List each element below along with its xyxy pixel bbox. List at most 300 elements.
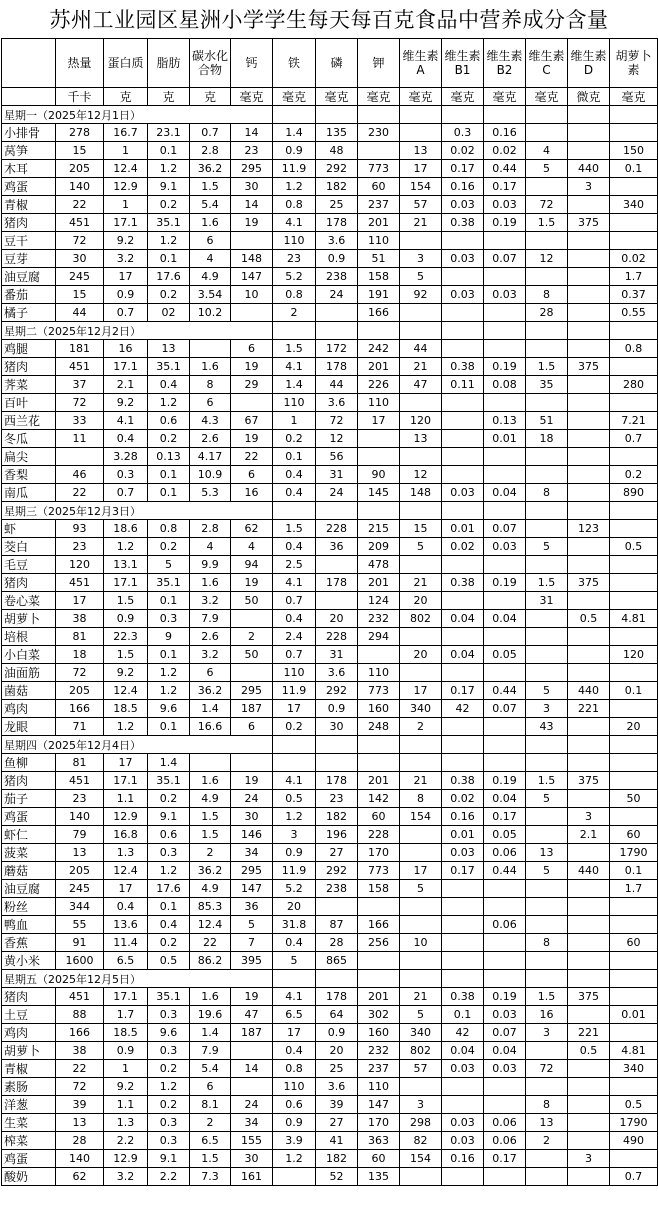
potassium-cell: 60	[358, 808, 400, 826]
calories-cell: 22	[56, 196, 104, 214]
vitamin-c-cell: 1.5	[526, 988, 568, 1006]
carbs-cell: 5.4	[190, 196, 231, 214]
protein-cell: 1.1	[104, 790, 148, 808]
protein-cell: 3.28	[104, 448, 148, 466]
vitamin-b2-cell: 0.13	[484, 412, 526, 430]
vitamin-a-cell: 340	[400, 1024, 442, 1042]
protein-cell: 1	[104, 142, 148, 160]
table-row	[2, 664, 658, 682]
vitamin-d-cell	[568, 250, 610, 268]
iron-cell: 0.9	[273, 844, 316, 862]
calories-cell: 33	[56, 412, 104, 430]
empty-cell	[273, 322, 316, 340]
carotene-cell: 0.5	[610, 538, 658, 556]
potassium-cell: 170	[358, 1114, 400, 1132]
iron-cell: 4.1	[273, 214, 316, 232]
fat-cell: 0.2	[148, 196, 190, 214]
food-name-cell: 鸡蛋	[2, 178, 56, 196]
vitamin-b1-cell: 0.04	[442, 1042, 484, 1060]
carbs-cell: 16.6	[190, 718, 231, 736]
empty-cell	[358, 502, 400, 520]
calcium-cell: 19	[231, 430, 273, 448]
fat-cell: 0.1	[148, 898, 190, 916]
day-header-row	[2, 736, 658, 754]
potassium-cell: 773	[358, 862, 400, 880]
phosphorus-cell: 228	[316, 628, 358, 646]
vitamin-b2-cell: 0.03	[484, 1060, 526, 1078]
vitamin-b2-cell	[484, 466, 526, 484]
vitamin-b2-cell: 0.05	[484, 826, 526, 844]
vitamin-b2-cell	[484, 880, 526, 898]
fat-cell: 1.2	[148, 394, 190, 412]
nutrition-table	[1, 38, 658, 1186]
iron-cell: 110	[273, 664, 316, 682]
potassium-cell: 201	[358, 772, 400, 790]
vitamin-b1-cell: 0.03	[442, 1060, 484, 1078]
vitamin-b1-cell	[442, 718, 484, 736]
empty-cell	[610, 106, 658, 124]
vitamin-a-cell: 5	[400, 880, 442, 898]
iron-cell: 11.9	[273, 160, 316, 178]
iron-cell: 4.1	[273, 574, 316, 592]
empty-cell	[358, 106, 400, 124]
vitamin-a-cell: 20	[400, 646, 442, 664]
fat-cell: 0.6	[148, 826, 190, 844]
potassium-cell: 232	[358, 610, 400, 628]
calories-cell: 205	[56, 682, 104, 700]
food-name-cell: 胡萝卜	[2, 1042, 56, 1060]
phosphorus-cell: 292	[316, 160, 358, 178]
carotene-cell	[610, 214, 658, 232]
protein-cell: 12.4	[104, 862, 148, 880]
table-row	[2, 160, 658, 178]
potassium-cell	[358, 952, 400, 970]
vitamin-d-cell	[568, 646, 610, 664]
protein-cell: 0.4	[104, 898, 148, 916]
unit-calcium: 毫克	[231, 88, 273, 106]
vitamin-a-cell: 44	[400, 340, 442, 358]
empty-cell	[568, 106, 610, 124]
empty-cell	[358, 322, 400, 340]
phosphorus-cell: 178	[316, 988, 358, 1006]
vitamin-c-cell	[526, 898, 568, 916]
calcium-cell	[231, 610, 273, 628]
empty-cell	[610, 970, 658, 988]
carbs-cell: 4	[190, 250, 231, 268]
table-row	[2, 718, 658, 736]
calories-cell: 37	[56, 376, 104, 394]
phosphorus-cell	[316, 898, 358, 916]
empty-cell	[568, 502, 610, 520]
vitamin-a-cell	[400, 628, 442, 646]
iron-cell: 0.9	[273, 142, 316, 160]
food-name-cell: 荠菜	[2, 376, 56, 394]
fat-cell: 1.2	[148, 862, 190, 880]
carbs-cell: 3.2	[190, 592, 231, 610]
phosphorus-cell	[316, 304, 358, 322]
phosphorus-cell: 0.9	[316, 1024, 358, 1042]
iron-cell: 2.4	[273, 628, 316, 646]
vitamin-b1-cell: 42	[442, 1024, 484, 1042]
header-protein: 蛋白质	[104, 39, 148, 88]
vitamin-b1-cell: 0.03	[442, 1132, 484, 1150]
fat-cell: 9	[148, 628, 190, 646]
calcium-cell: 24	[231, 1096, 273, 1114]
calories-cell: 23	[56, 538, 104, 556]
table-row	[2, 376, 658, 394]
protein-cell: 12.4	[104, 160, 148, 178]
carotene-cell	[610, 520, 658, 538]
protein-cell: 1.3	[104, 1114, 148, 1132]
fat-cell: 0.2	[148, 1096, 190, 1114]
vitamin-c-cell: 1.5	[526, 214, 568, 232]
calories-cell: 72	[56, 232, 104, 250]
fat-cell: 1.2	[148, 232, 190, 250]
potassium-cell: 145	[358, 484, 400, 502]
phosphorus-cell: 172	[316, 340, 358, 358]
vitamin-a-cell	[400, 898, 442, 916]
vitamin-b2-cell: 0.19	[484, 574, 526, 592]
protein-cell: 9.2	[104, 394, 148, 412]
header-vitamin-c: 维生素C	[526, 39, 568, 88]
vitamin-b2-cell: 0.03	[484, 538, 526, 556]
carbs-cell: 1.4	[190, 700, 231, 718]
carbs-cell: 2.8	[190, 142, 231, 160]
calcium-cell: 161	[231, 1168, 273, 1186]
carotene-cell: 150	[610, 142, 658, 160]
calories-cell: 205	[56, 862, 104, 880]
unit-protein: 克	[104, 88, 148, 106]
table-row	[2, 592, 658, 610]
carotene-cell: 4.81	[610, 610, 658, 628]
calories-cell: 17	[56, 592, 104, 610]
fat-cell: 5	[148, 556, 190, 574]
fat-cell: 0.6	[148, 412, 190, 430]
fat-cell: 9.1	[148, 178, 190, 196]
iron-cell: 2	[273, 304, 316, 322]
vitamin-b1-cell	[442, 466, 484, 484]
table-row	[2, 988, 658, 1006]
empty-cell	[358, 736, 400, 754]
phosphorus-cell	[316, 592, 358, 610]
carbs-cell: 2	[190, 844, 231, 862]
carbs-cell: 2.6	[190, 628, 231, 646]
vitamin-b2-cell	[484, 718, 526, 736]
carotene-cell	[610, 754, 658, 772]
vitamin-a-cell: 5	[400, 268, 442, 286]
vitamin-b2-cell: 0.04	[484, 484, 526, 502]
table-row	[2, 394, 658, 412]
unit-vitamin-d: 微克	[568, 88, 610, 106]
vitamin-b2-cell: 0.19	[484, 214, 526, 232]
carotene-cell	[610, 232, 658, 250]
vitamin-a-cell: 148	[400, 484, 442, 502]
table-row	[2, 520, 658, 538]
phosphorus-cell: 56	[316, 448, 358, 466]
calcium-cell: 30	[231, 1150, 273, 1168]
food-name-cell: 茄子	[2, 790, 56, 808]
vitamin-c-cell: 5	[526, 538, 568, 556]
table-row	[2, 1150, 658, 1168]
vitamin-c-cell: 43	[526, 718, 568, 736]
vitamin-c-cell: 1.5	[526, 772, 568, 790]
protein-cell: 12.9	[104, 808, 148, 826]
vitamin-a-cell: 154	[400, 178, 442, 196]
vitamin-d-cell: 221	[568, 1024, 610, 1042]
vitamin-b2-cell: 0.03	[484, 286, 526, 304]
calories-cell: 15	[56, 142, 104, 160]
unit-potassium: 毫克	[358, 88, 400, 106]
fat-cell: 35.1	[148, 574, 190, 592]
protein-cell: 9.2	[104, 232, 148, 250]
vitamin-c-cell	[526, 916, 568, 934]
protein-cell: 3.2	[104, 250, 148, 268]
vitamin-b1-cell: 0.3	[442, 124, 484, 142]
carotene-cell: 60	[610, 934, 658, 952]
vitamin-d-cell	[568, 898, 610, 916]
vitamin-a-cell: 17	[400, 160, 442, 178]
vitamin-b1-cell	[442, 340, 484, 358]
food-name-cell: 茭白	[2, 538, 56, 556]
calories-cell	[56, 448, 104, 466]
protein-cell: 18.5	[104, 700, 148, 718]
fat-cell: 1.2	[148, 160, 190, 178]
food-name-cell: 卷心菜	[2, 592, 56, 610]
vitamin-c-cell: 1.5	[526, 574, 568, 592]
vitamin-d-cell	[568, 430, 610, 448]
iron-cell: 0.5	[273, 790, 316, 808]
empty-cell	[526, 502, 568, 520]
calories-cell: 81	[56, 754, 104, 772]
calories-cell: 22	[56, 484, 104, 502]
potassium-cell: 51	[358, 250, 400, 268]
calcium-cell: 67	[231, 412, 273, 430]
calcium-cell: 34	[231, 844, 273, 862]
phosphorus-cell: 31	[316, 646, 358, 664]
vitamin-c-cell: 8	[526, 286, 568, 304]
calcium-cell: 6	[231, 340, 273, 358]
protein-cell: 2.2	[104, 1132, 148, 1150]
calcium-cell: 147	[231, 268, 273, 286]
vitamin-d-cell: 375	[568, 988, 610, 1006]
calories-cell: 140	[56, 1150, 104, 1168]
iron-cell: 110	[273, 232, 316, 250]
vitamin-d-cell	[568, 718, 610, 736]
vitamin-b1-cell: 0.01	[442, 520, 484, 538]
carotene-cell	[610, 988, 658, 1006]
header-calories: 热量	[56, 39, 104, 88]
iron-cell: 17	[273, 1024, 316, 1042]
vitamin-a-cell: 17	[400, 682, 442, 700]
vitamin-c-cell	[526, 232, 568, 250]
calories-cell: 344	[56, 898, 104, 916]
vitamin-b2-cell: 0.44	[484, 862, 526, 880]
carbs-cell: 1.6	[190, 988, 231, 1006]
vitamin-d-cell	[568, 196, 610, 214]
carbs-cell: 4.17	[190, 448, 231, 466]
potassium-cell: 302	[358, 1006, 400, 1024]
vitamin-c-cell	[526, 952, 568, 970]
table-row	[2, 232, 658, 250]
vitamin-d-cell	[568, 124, 610, 142]
vitamin-c-cell: 5	[526, 790, 568, 808]
vitamin-b2-cell	[484, 304, 526, 322]
table-row	[2, 898, 658, 916]
calcium-cell: 2	[231, 628, 273, 646]
potassium-cell: 166	[358, 304, 400, 322]
vitamin-a-cell: 3	[400, 250, 442, 268]
empty-cell	[316, 736, 358, 754]
calcium-cell: 19	[231, 772, 273, 790]
vitamin-c-cell	[526, 754, 568, 772]
vitamin-b2-cell	[484, 592, 526, 610]
calcium-cell: 295	[231, 160, 273, 178]
food-name-cell: 豆干	[2, 232, 56, 250]
vitamin-d-cell	[568, 448, 610, 466]
food-name-cell: 胡萝卜	[2, 610, 56, 628]
day-label: 星期一（2025年12月1日）	[2, 106, 273, 124]
vitamin-d-cell: 375	[568, 214, 610, 232]
carbs-cell: 5.4	[190, 1060, 231, 1078]
food-name-cell: 小排骨	[2, 124, 56, 142]
vitamin-b2-cell: 0.06	[484, 1132, 526, 1150]
potassium-cell	[358, 430, 400, 448]
vitamin-b1-cell	[442, 232, 484, 250]
unit-phosphorus: 毫克	[316, 88, 358, 106]
vitamin-d-cell	[568, 268, 610, 286]
table-row	[2, 574, 658, 592]
fat-cell: 0.3	[148, 1042, 190, 1060]
carbs-cell: 3.54	[190, 286, 231, 304]
potassium-cell: 248	[358, 718, 400, 736]
vitamin-b2-cell: 0.03	[484, 1006, 526, 1024]
protein-cell: 2.1	[104, 376, 148, 394]
vitamin-b1-cell: 0.03	[442, 286, 484, 304]
phosphorus-cell: 36	[316, 538, 358, 556]
carbs-cell: 1.6	[190, 574, 231, 592]
calcium-cell: 50	[231, 646, 273, 664]
fat-cell: 0.1	[148, 718, 190, 736]
carbs-cell: 5.3	[190, 484, 231, 502]
empty-cell	[526, 970, 568, 988]
calcium-cell	[231, 1078, 273, 1096]
header-iron: 铁	[273, 39, 316, 88]
calories-cell: 72	[56, 394, 104, 412]
carotene-cell: 0.5	[610, 1096, 658, 1114]
table-row	[2, 826, 658, 844]
calcium-cell: 6	[231, 466, 273, 484]
table-row	[2, 844, 658, 862]
vitamin-d-cell	[568, 556, 610, 574]
carotene-cell	[610, 1150, 658, 1168]
calcium-cell: 23	[231, 142, 273, 160]
carbs-cell: 36.2	[190, 160, 231, 178]
protein-cell: 13.6	[104, 916, 148, 934]
vitamin-b2-cell: 0.01	[484, 430, 526, 448]
fat-cell: 17.6	[148, 268, 190, 286]
calories-cell: 205	[56, 160, 104, 178]
empty-cell	[273, 106, 316, 124]
carbs-cell: 7.9	[190, 610, 231, 628]
vitamin-d-cell	[568, 232, 610, 250]
empty-cell	[484, 970, 526, 988]
potassium-cell: 110	[358, 394, 400, 412]
carotene-cell: 890	[610, 484, 658, 502]
calcium-cell: 395	[231, 952, 273, 970]
protein-cell: 1.1	[104, 1096, 148, 1114]
calories-cell: 30	[56, 250, 104, 268]
food-name-cell: 百叶	[2, 394, 56, 412]
food-name-cell: 南瓜	[2, 484, 56, 502]
carotene-cell	[610, 628, 658, 646]
vitamin-b2-cell: 0.06	[484, 1114, 526, 1132]
calcium-cell: 187	[231, 1024, 273, 1042]
potassium-cell: 170	[358, 844, 400, 862]
vitamin-b1-cell: 0.02	[442, 142, 484, 160]
vitamin-a-cell: 20	[400, 592, 442, 610]
potassium-cell: 191	[358, 286, 400, 304]
vitamin-b1-cell: 0.03	[442, 484, 484, 502]
vitamin-b2-cell: 0.08	[484, 376, 526, 394]
carbs-cell: 6.5	[190, 1132, 231, 1150]
iron-cell: 0.7	[273, 646, 316, 664]
food-name-cell: 鸡蛋	[2, 1150, 56, 1168]
food-name-cell: 猪肉	[2, 772, 56, 790]
empty-cell	[484, 322, 526, 340]
carbs-cell: 3.2	[190, 646, 231, 664]
vitamin-b2-cell	[484, 952, 526, 970]
vitamin-a-cell: 154	[400, 808, 442, 826]
vitamin-c-cell	[526, 1042, 568, 1060]
food-name-cell: 虾	[2, 520, 56, 538]
empty-cell	[316, 502, 358, 520]
phosphorus-cell: 27	[316, 844, 358, 862]
calcium-cell: 4	[231, 538, 273, 556]
food-name-cell: 青椒	[2, 1060, 56, 1078]
fat-cell: 0.3	[148, 1006, 190, 1024]
iron-cell: 5.2	[273, 880, 316, 898]
potassium-cell: 110	[358, 232, 400, 250]
unit-carotene: 毫克	[610, 88, 658, 106]
food-name-cell: 鸡肉	[2, 1024, 56, 1042]
calcium-cell: 19	[231, 988, 273, 1006]
food-name-cell: 木耳	[2, 160, 56, 178]
vitamin-c-cell: 1.5	[526, 358, 568, 376]
vitamin-d-cell: 375	[568, 772, 610, 790]
food-name-cell: 蘑菇	[2, 862, 56, 880]
potassium-cell: 228	[358, 826, 400, 844]
iron-cell: 1.2	[273, 808, 316, 826]
vitamin-d-cell: 375	[568, 358, 610, 376]
empty-cell	[484, 736, 526, 754]
calcium-cell: 29	[231, 376, 273, 394]
vitamin-b1-cell: 0.17	[442, 862, 484, 880]
phosphorus-cell: 48	[316, 142, 358, 160]
phosphorus-cell: 182	[316, 808, 358, 826]
vitamin-c-cell: 72	[526, 1060, 568, 1078]
phosphorus-cell: 41	[316, 1132, 358, 1150]
iron-cell: 0.4	[273, 610, 316, 628]
vitamin-d-cell	[568, 1132, 610, 1150]
vitamin-a-cell: 21	[400, 358, 442, 376]
header-food	[2, 39, 56, 88]
vitamin-d-cell	[568, 376, 610, 394]
vitamin-a-cell: 21	[400, 214, 442, 232]
carotene-cell	[610, 1024, 658, 1042]
protein-cell: 6.5	[104, 952, 148, 970]
calories-cell: 79	[56, 826, 104, 844]
empty-cell	[442, 502, 484, 520]
